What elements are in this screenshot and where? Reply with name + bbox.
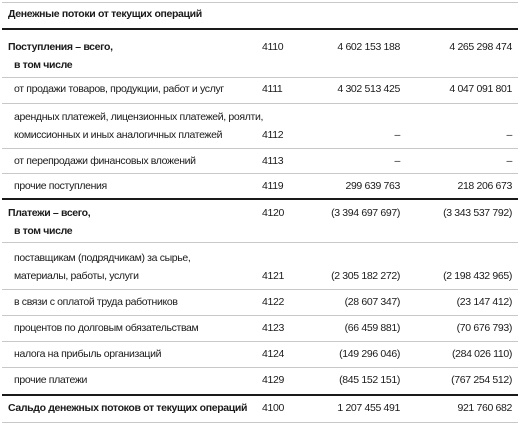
row-code: 4129	[262, 374, 284, 386]
row-divider	[2, 77, 518, 78]
row-value-previous: (2 198 432 965)	[443, 270, 512, 282]
row-label: в том числе	[14, 59, 73, 71]
row-code: 4122	[262, 296, 284, 308]
row-code: 4111	[262, 83, 283, 95]
row-value-current: 4 602 153 188	[337, 41, 400, 53]
section-divider	[2, 28, 518, 30]
row-value-previous: –	[506, 155, 512, 167]
row-value-previous: 4 265 298 474	[449, 41, 512, 53]
row-divider	[2, 103, 518, 104]
row-value-previous: 218 206 673	[457, 180, 512, 192]
row-code: 4100	[262, 402, 284, 414]
row-code: 4124	[262, 348, 284, 360]
row-code: 4110	[262, 41, 284, 53]
row-code: 4113	[262, 155, 284, 167]
row-divider	[2, 341, 518, 342]
row-value-previous: 921 760 682	[457, 402, 512, 414]
row-code: 4120	[262, 207, 284, 219]
row-value-current: 299 639 763	[345, 180, 400, 192]
row-value-previous: (23 147 412)	[456, 296, 512, 308]
row-value-current: (149 296 046)	[339, 348, 400, 360]
row-code: 4123	[262, 322, 284, 334]
row-divider	[2, 315, 518, 316]
row-divider	[2, 173, 518, 174]
row-code: 4119	[262, 180, 284, 192]
row-value-current: –	[394, 155, 400, 167]
row-value-previous: (284 026 110)	[451, 348, 512, 360]
row-label: от продажи товаров, продукции, работ и услуг	[14, 83, 224, 95]
row-label: прочие поступления	[14, 180, 107, 192]
row-value-current: (3 394 697 697)	[331, 207, 400, 219]
row-value-current: 1 207 455 491	[337, 402, 400, 414]
row-value-current: (66 459 881)	[344, 322, 400, 334]
row-divider	[2, 289, 518, 290]
row-label: Платежи – всего,	[8, 207, 91, 219]
row-label: прочие платежи	[14, 374, 88, 386]
row-label: в связи с оплатой труда работников	[14, 296, 178, 308]
row-value-previous: 4 047 091 801	[449, 83, 512, 95]
row-divider	[2, 367, 518, 368]
row-value-current: (845 152 151)	[339, 374, 400, 386]
table-bottom-border	[2, 422, 518, 423]
row-value-current: –	[394, 129, 400, 141]
row-value-current: 4 302 513 425	[337, 83, 400, 95]
row-code: 4112	[262, 129, 284, 141]
table-top-border	[2, 2, 518, 3]
row-label: в том числе	[14, 225, 73, 237]
row-value-previous: (767 254 512)	[451, 374, 512, 386]
row-label: материалы, работы, услуги	[14, 270, 139, 282]
row-divider	[2, 242, 518, 243]
row-divider	[2, 148, 518, 149]
row-label: комиссионных и иных аналогичных платежей	[14, 129, 223, 141]
section-divider	[2, 394, 518, 396]
row-value-current: (2 305 182 272)	[331, 270, 400, 282]
row-label: поставщикам (подрядчикам) за сырье,	[14, 252, 191, 264]
row-label: процентов по долговым обязательствам	[14, 322, 199, 334]
row-code: 4121	[262, 270, 284, 282]
row-label: Поступления – всего,	[8, 41, 113, 53]
row-label: налога на прибыль организаций	[14, 348, 162, 360]
row-value-previous: (3 343 537 792)	[443, 207, 512, 219]
row-label: от перепродажи финансовых вложений	[14, 155, 196, 167]
row-value-previous: –	[506, 129, 512, 141]
row-label: арендных платежей, лицензионных платежей, роялти,	[14, 111, 264, 123]
section-divider	[2, 198, 518, 200]
row-value-current: (28 607 347)	[344, 296, 400, 308]
row-value-previous: (70 676 793)	[456, 322, 512, 334]
section-title: Денежные потоки от текущих операций	[8, 8, 202, 20]
row-label: Сальдо денежных потоков от текущих операций	[8, 402, 248, 414]
